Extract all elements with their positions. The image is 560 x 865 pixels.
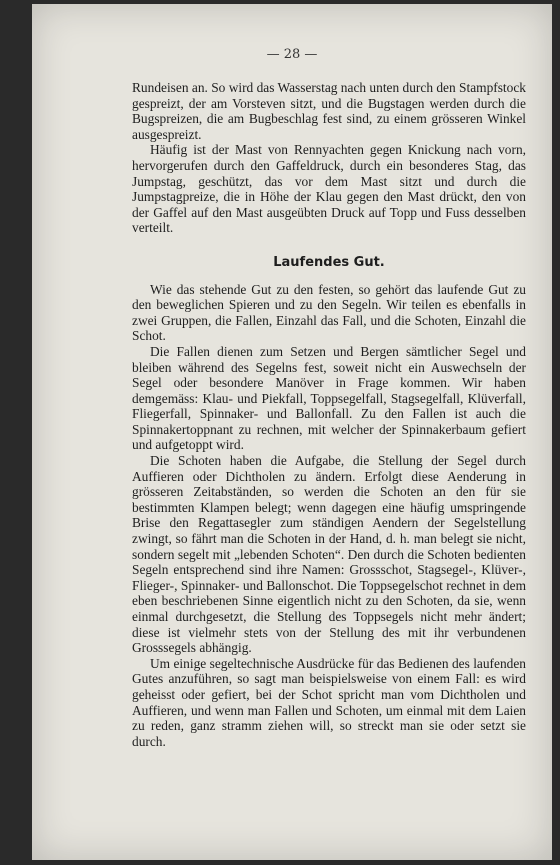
book-page xyxy=(32,4,552,860)
page-number: — 28 — xyxy=(266,47,318,62)
paragraph: Um einige segeltechnische Ausdrücke für das Bedienen des laufenden Gutes anzuführen, so sagt man beispielsweise von einem Fall: es wird geheisst oder gefiert, bei der Schot spricht man vom Dichtholen und Auffieren, und wenn man Fallen und Schoten, um einmal mit dem Laien zu reden, ganz stramm ziehen will, so streckt man sie oder setzt sie durch. xyxy=(132,655,526,749)
paragraph: Rundeisen an. So wird das Wasserstag nach unten durch den Stampfstock gespreizt, der am Vorsteven sitzt, und die Bugstagen werden durch die Bugspreizen, die am Bugbeschlag fest sind, zu einem grösseren Winkel ausgespreizt. xyxy=(132,80,526,142)
section-heading: Laufendes Gut. xyxy=(273,254,385,270)
paragraph: Häufig ist der Mast von Rennyachten gegen Knickung nach vorn, hervorgerufen durch den Gaffeldruck, durch ein besonderes Stag, das Jumpstag, geschützt, das vor dem Mast sitzt und durch die Jumpstagpreize, die in Höhe der Klau gegen den Mast drückt, den von der Gaffel auf den Mast ausgeübten Druck auf Topp und Fuss desselben verteilt. xyxy=(132,142,526,236)
page-body xyxy=(132,80,526,749)
paragraph: Wie das stehende Gut zu den festen, so gehört das laufende Gut zu den beweglichen Spieren und zu den Segeln. Wir teilen es ebenfalls in zwei Gruppen, die Fallen, Einzahl das Fall, und die Schoten, Einzahl die Schot. xyxy=(132,281,526,344)
paragraph: Die Schoten haben die Aufgabe, die Stellung der Segel durch Auffieren oder Dichtholen zu ändern. Erfolgt diese Aenderung in grösseren Zeitabständen, so werden die Schoten an den für sie bestimmten Klampen belegt; wenn dagegen eine häufig umspringende Brise den Regattasegler zum ständigen Aendern der Segelstellung zwingt, so fährt man die Schoten in der Hand, d. h. man belegt sie nicht, sondern segelt mit „lebenden Schoten“. Den durch die Schoten bedienten Segeln entsprechend sind ihre Namen: Grossschot, Stagsegel-, Klüver-, Flieger-, Spinnaker- und Ballonschot. Die Toppsegelschot rechnet in dem eben beschriebenen Sinne eigentlich nicht zu den Schoten, da sie, wenn einmal durchgesetzt, die Stellung des Toppsegels nicht mehr ändert; diese ist vielmehr stets von der Stellung des mit ihr verbundenen Grosssegels abhängig. xyxy=(132,453,526,656)
paragraph: Die Fallen dienen zum Setzen und Bergen sämtlicher Segel und bleiben während des Segelns fest, soweit nicht ein Auswechseln der Segel oder besondere Manöver in Frage kommen. Wir haben demgemäss: Klau- und Piekfall, Toppsegelfall, Stagsegelfall, Klüverfall, Fliegerfall, Spinnaker- und Ballonfall. Zu den Fallen ist auch die Spinnakertoppnant zu rechnen, mit welcher der Spinnakerbaum gefiert und aufgetoppt wird. xyxy=(132,343,526,453)
